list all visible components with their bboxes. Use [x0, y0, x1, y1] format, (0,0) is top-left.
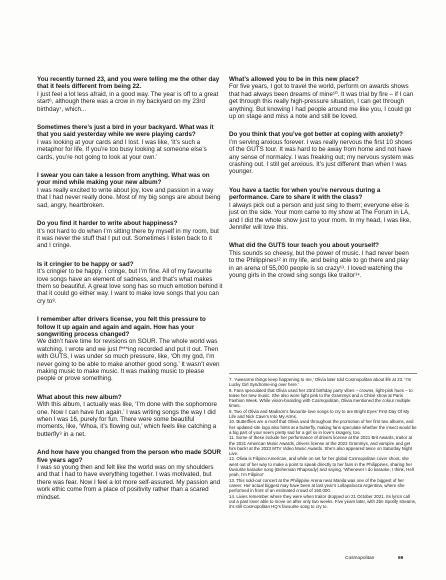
- question: Sometimes there’s just a bird in your backyard. What was it that you said yesterday while we were playing cards?: [37, 124, 214, 139]
- answer: I always pick out a person and just sing to them; everyone else is just on the side. Your mom came to my show at The Forum in LA, and I did the whole show just to your mom. In my head, I was like, Jennifer will love this.: [229, 201, 412, 231]
- answer: It’s not hard to do when I’m sitting there by myself in my room, but it was never the stuff that I put out. Sometimes I listen back to it and I cringe.: [37, 227, 219, 250]
- page-number: 69: [398, 556, 404, 561]
- left-column: [37, 76, 223, 512]
- footnotes: [229, 373, 417, 509]
- answer: I just feel a lot less afraid, in a good way. The year is off to a great start⁶, although there was a crow in my backyard on my 23rd birthday⁷, which...: [37, 90, 219, 113]
- qa-block: [37, 220, 223, 250]
- footnote: 7. ‘Awesome things keep happening to me,’ Olivia later told Cosmopolitan about life at 23. ‘I’m Lucky Girl Syndrome-ing over here.’: [229, 377, 412, 388]
- question: What about this new album?: [37, 393, 122, 401]
- question: You have a tactic for when you’re nervous during a performance. Care to share it with the class?: [229, 186, 381, 202]
- answer: I was really excited to write about joy, love and passion in a way that I had never really done. Most of my big songs are about being sad, angry, heartbroken.: [37, 186, 221, 209]
- answer: It’s cringier to be happy. I cringe, but I’m fine. All of my favourite love songs have an element of sadness, and that’s what makes them so beautiful. A great love song has so much emotion behind it that it could go either way. I want to make love songs that you can cry to⁸.: [37, 268, 223, 305]
- qa-block: [37, 394, 223, 438]
- footnote: 11. Some of these include her performance of drivers license at the 2021 Brit Awards, traitor at the 2021 American Music Awards, drivers license at the 2022 Grammys, and vampire and get him back! at the 2023 MTV Video Music Awards. She’s also appeared twice on Saturday Night Live.: [229, 435, 413, 457]
- answer: We didn’t have time for revisions on SOUR. The whole world was watching. I wrote and we just f***ing recorded and put it out. Then with GUTS, I was under so much pressure, like, ‘Oh my god, I’m never going to be able to make another good song.’ It wasn’t even making music to make music. It was making music to please people or prove something.: [37, 338, 220, 383]
- qa-block: [229, 131, 415, 175]
- right-column: [229, 76, 415, 290]
- qa-block: [229, 187, 415, 231]
- question: Do you find it harder to write about happiness?: [37, 220, 178, 228]
- answer: I’m serving anxious forever. I was really nervous the first 10 shows of the GUTS tour. It was hard to be away from home and not have any sense of normalcy. I was freaking out; my nervous system was crashing out. I still get anxious. It’s just different than when I was younger.: [229, 138, 414, 176]
- footnote: 14. Livies remember where they were when traitor dropped on 21 October 2021. Its lyrics call out a past lover able to move on after only two weeks. Five years later, with 2bn Spotify streams, it’s still Cosmopolitan HQ’s favourite song to cry to.: [229, 493, 417, 510]
- qa-block: [37, 316, 223, 383]
- question: What did the GUTS tour teach you about yourself?: [229, 242, 380, 250]
- footnote: 12. Olivia is Filipino American, and while on set for her global Cosmopolitan cover shoot, she went out of her way to make a point to speak directly to her fans in the Philippines, sharing her favourite karaoke song (Bohemian Rhapsody) and saying, ‘Whenever I do karaoke, I think, Hell yeah, I’m Filipino!’: [229, 456, 414, 478]
- footnote: 9. Two of Olivia and Madison’s favourite love songs to cry to are Bright Eyes’ First Day Of My Life and Nick Cave’s Into My Arms.: [229, 408, 410, 420]
- answer: With this album, I actually was like, ‘I’m done with the sophomore one. Now I can have fun again.’ I was writing songs the way I did when I was 16, purely for fun. There were some beautiful moments, like, ‘Whoa, it’s flowing out,’ which feels like catching a butterfly⁹ in a net.: [37, 401, 217, 438]
- qa-block: [229, 242, 415, 279]
- answer: For five years, I got to travel the world, perform on awards shows that had always been dreams of mine¹⁰. It was trial by fire – if I can get through this really high-pressure situation, I can get through anything. But knowing I had people around me like you, I could go up on stage and miss a note and still be loved.: [229, 83, 414, 121]
- answer: I was looking at your cards and I lost. I was like, ‘It’s such a metaphor for life. If you’re too busy looking at someone else’s cards, you’re not going to look at your own.’: [37, 138, 207, 161]
- question: Is it cringier to be happy or sad?: [37, 260, 134, 268]
- question: Do you think that you’ve got better at coping with anxiety?: [229, 131, 403, 139]
- qa-block: [37, 449, 223, 501]
- qa-block: [37, 76, 223, 113]
- footnote: 8. Fans speculated that Olivia used her 23rd birthday party vibes – crowns, light-pink hues – to tease her new music. She also wore light pink to the Grammys and a Chloé show at Paris Fashion Week. While vision-boarding with Cosmopolitan, Olivia mentioned the colour multiple times.: [229, 387, 413, 409]
- answer: This sounds so cheesy, but the power of music. I had never been to the Philippines¹² in my life, and being able to go there and play in an arena of 55,000 people is so crazy¹³. I loved watching the young girls in the crowd sing songs like traitor¹⁴.: [229, 249, 409, 279]
- question: And how have you changed from the person who made SOUR five years ago?: [37, 449, 222, 464]
- footnote: 13. This sold-out concert at the Philippine Arena near Manila was one of the biggest of her career. Her actual biggest may have been at last year’s Lollapalooza Argentina, where she performed in front of an estimated crowd of 150,000.: [229, 477, 405, 494]
- answer: I was so young then and felt like the world was on my shoulders and that I had to have everything together. I was motivated, but there was fear. Now I feel a lot more self-assured. My passion and work ethic come from a place of positivity rather than a scared mindset.: [37, 464, 221, 501]
- qa-block: [37, 261, 223, 305]
- question: I swear you can take a lesson from anything. What was on your mind while making your new album?: [37, 172, 210, 187]
- qa-block: [229, 76, 415, 120]
- qa-block: [37, 172, 223, 209]
- footnote: 10. Butterflies are a motif that Olivia used throughout the promotion of her first two albums, and her updated site logo also hints at a butterfly, making fans speculate whether the insect would be a big part of your seem pretty sad for a girl so in love’s imagery, too.: [229, 419, 417, 435]
- qa-block: [37, 124, 223, 161]
- question: You recently turned 23, and you were telling me the other day that it feels different from being 22.: [37, 76, 220, 91]
- question: I remember after drivers license, you felt this pressure to follow it up again and again and again. How has your songwriting process changed?: [37, 316, 206, 338]
- question: What’s allowed you to be in this new place?: [229, 76, 359, 83]
- footer-brand: Cosmopolitan: [345, 556, 375, 561]
